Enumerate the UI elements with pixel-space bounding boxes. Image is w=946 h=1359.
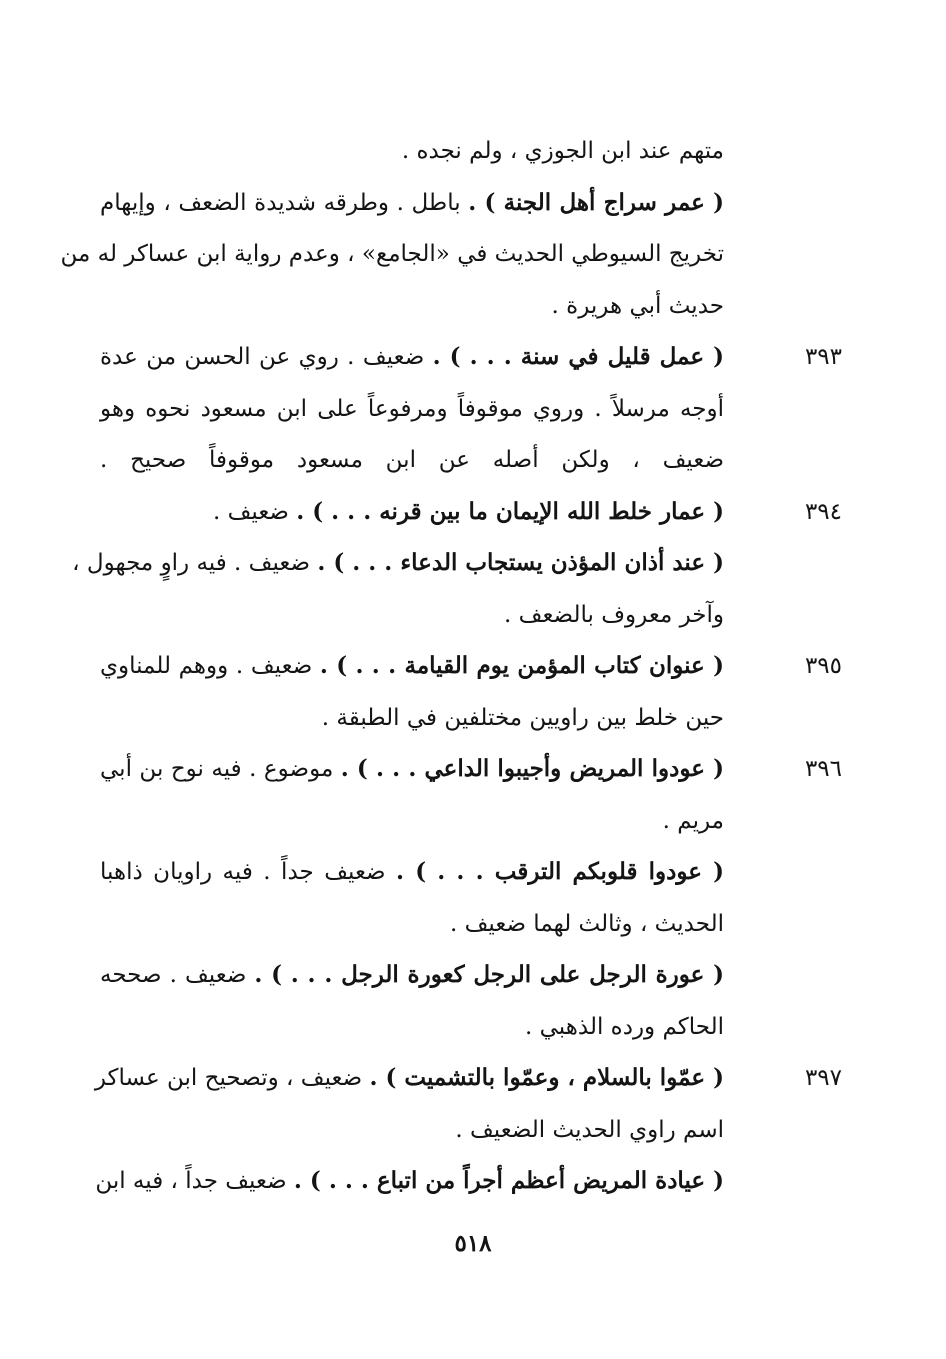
hadith-title: ( عمّوا بالسلام ، وعمّوا بالتشميت ) . bbox=[369, 1064, 724, 1091]
entry-number: ٣٩٥ bbox=[804, 653, 842, 679]
commentary-text: ضعيف . روي عن الحسن من عدة bbox=[100, 344, 433, 370]
text-line bbox=[100, 433, 724, 487]
text-line bbox=[94, 1051, 724, 1105]
commentary-text: ضعيف ، وتصحيح ابن عساكر bbox=[94, 1065, 370, 1091]
text-line bbox=[100, 1103, 724, 1157]
hadith-title: ( عيادة المريض أعظم أجراً من اتباع . . . ) . bbox=[293, 1167, 724, 1194]
text-line bbox=[100, 845, 724, 899]
text-line bbox=[100, 485, 724, 539]
hadith-title: ( عمار خلط الله الإيمان ما بين قرنه . . . ) . bbox=[296, 497, 724, 525]
commentary-text: وآخر معروف بالضعف . bbox=[504, 601, 724, 628]
entry-number: ٣٩٧ bbox=[804, 1065, 842, 1091]
commentary-text: مريم . bbox=[662, 807, 724, 834]
text-line bbox=[100, 330, 724, 384]
commentary-text: الحديث ، وثالث لهما ضعيف . bbox=[450, 910, 724, 937]
text-line bbox=[72, 536, 724, 590]
commentary-text: أوجه مرسلاً . وروي موقوفاً ومرفوعاً على ابن مسعود نحوه وهو bbox=[100, 395, 724, 422]
text-line bbox=[100, 382, 724, 436]
commentary-text: متهم عند ابن الجوزي ، ولم نجده . bbox=[401, 138, 724, 164]
page-number: ٥١٨ bbox=[454, 1230, 492, 1257]
text-line bbox=[100, 639, 724, 693]
text-line bbox=[100, 897, 724, 951]
commentary-text: موضوع . فيه نوح بن أبي bbox=[100, 756, 341, 782]
commentary-text: ضعيف ، ولكن أصله عن ابن مسعود موقوفاً صحيح . bbox=[100, 447, 724, 473]
commentary-text: حديث أبي هريرة . bbox=[551, 292, 724, 319]
commentary-text: ضعيف جداً . فيه راويان ذاهبا bbox=[100, 859, 397, 885]
text-line bbox=[100, 124, 724, 178]
hadith-title: ( عنوان كتاب المؤمن يوم القيامة . . . ) . bbox=[319, 652, 724, 679]
entry-number: ٣٩٦ bbox=[804, 756, 842, 782]
hadith-title: ( عودوا قلوبكم الترقب . . . ) . bbox=[396, 858, 724, 885]
entry-number: ٣٩٤ bbox=[804, 498, 842, 525]
hadith-title: ( عودوا المريض وأجيبوا الداعي . . . ) . bbox=[340, 755, 724, 782]
hadith-title: ( عند أذان المؤذن يستجاب الدعاء . . . ) . bbox=[317, 549, 724, 576]
text-line bbox=[100, 588, 724, 642]
text-line bbox=[95, 1154, 724, 1208]
commentary-text: تخريج السيوطي الحديث في «الجامع» ، وعدم رواية ابن عساكر له من bbox=[60, 241, 724, 267]
hadith-title: ( عمر سراج أهل الجنة ) . bbox=[468, 188, 724, 216]
commentary-text: اسم راوي الحديث الضعيف . bbox=[455, 1116, 724, 1143]
text-line bbox=[100, 742, 724, 796]
commentary-text: ضعيف . ووهم للمناوي bbox=[100, 653, 320, 679]
commentary-text: الحاكم ورده الذهبي . bbox=[525, 1013, 724, 1040]
hadith-title: ( عورة الرجل على الرجل كعورة الرجل . . . ) . bbox=[254, 961, 724, 988]
hadith-title: ( عمل قليل في سنة . . . ) . bbox=[432, 343, 724, 370]
commentary-text: حين خلط بين راويين مختلفين في الطبقة . bbox=[321, 704, 724, 731]
commentary-text: ضعيف جداً ، فيه ابن bbox=[95, 1168, 294, 1194]
text-line bbox=[100, 794, 724, 848]
commentary-text: ضعيف . فيه راوٍ مجهول ، bbox=[72, 550, 318, 576]
text-line bbox=[100, 176, 724, 230]
commentary-text: باطل . وطرقه شديدة الضعف ، وإيهام bbox=[100, 189, 469, 216]
text-line bbox=[100, 1000, 724, 1054]
text-line bbox=[100, 948, 724, 1002]
text-line bbox=[100, 691, 724, 745]
text-line bbox=[100, 279, 724, 333]
commentary-text: ضعيف . صححه bbox=[100, 962, 255, 988]
commentary-text: ضعيف . bbox=[212, 498, 297, 525]
entry-number: ٣٩٣ bbox=[804, 344, 842, 370]
text-line bbox=[60, 227, 724, 281]
